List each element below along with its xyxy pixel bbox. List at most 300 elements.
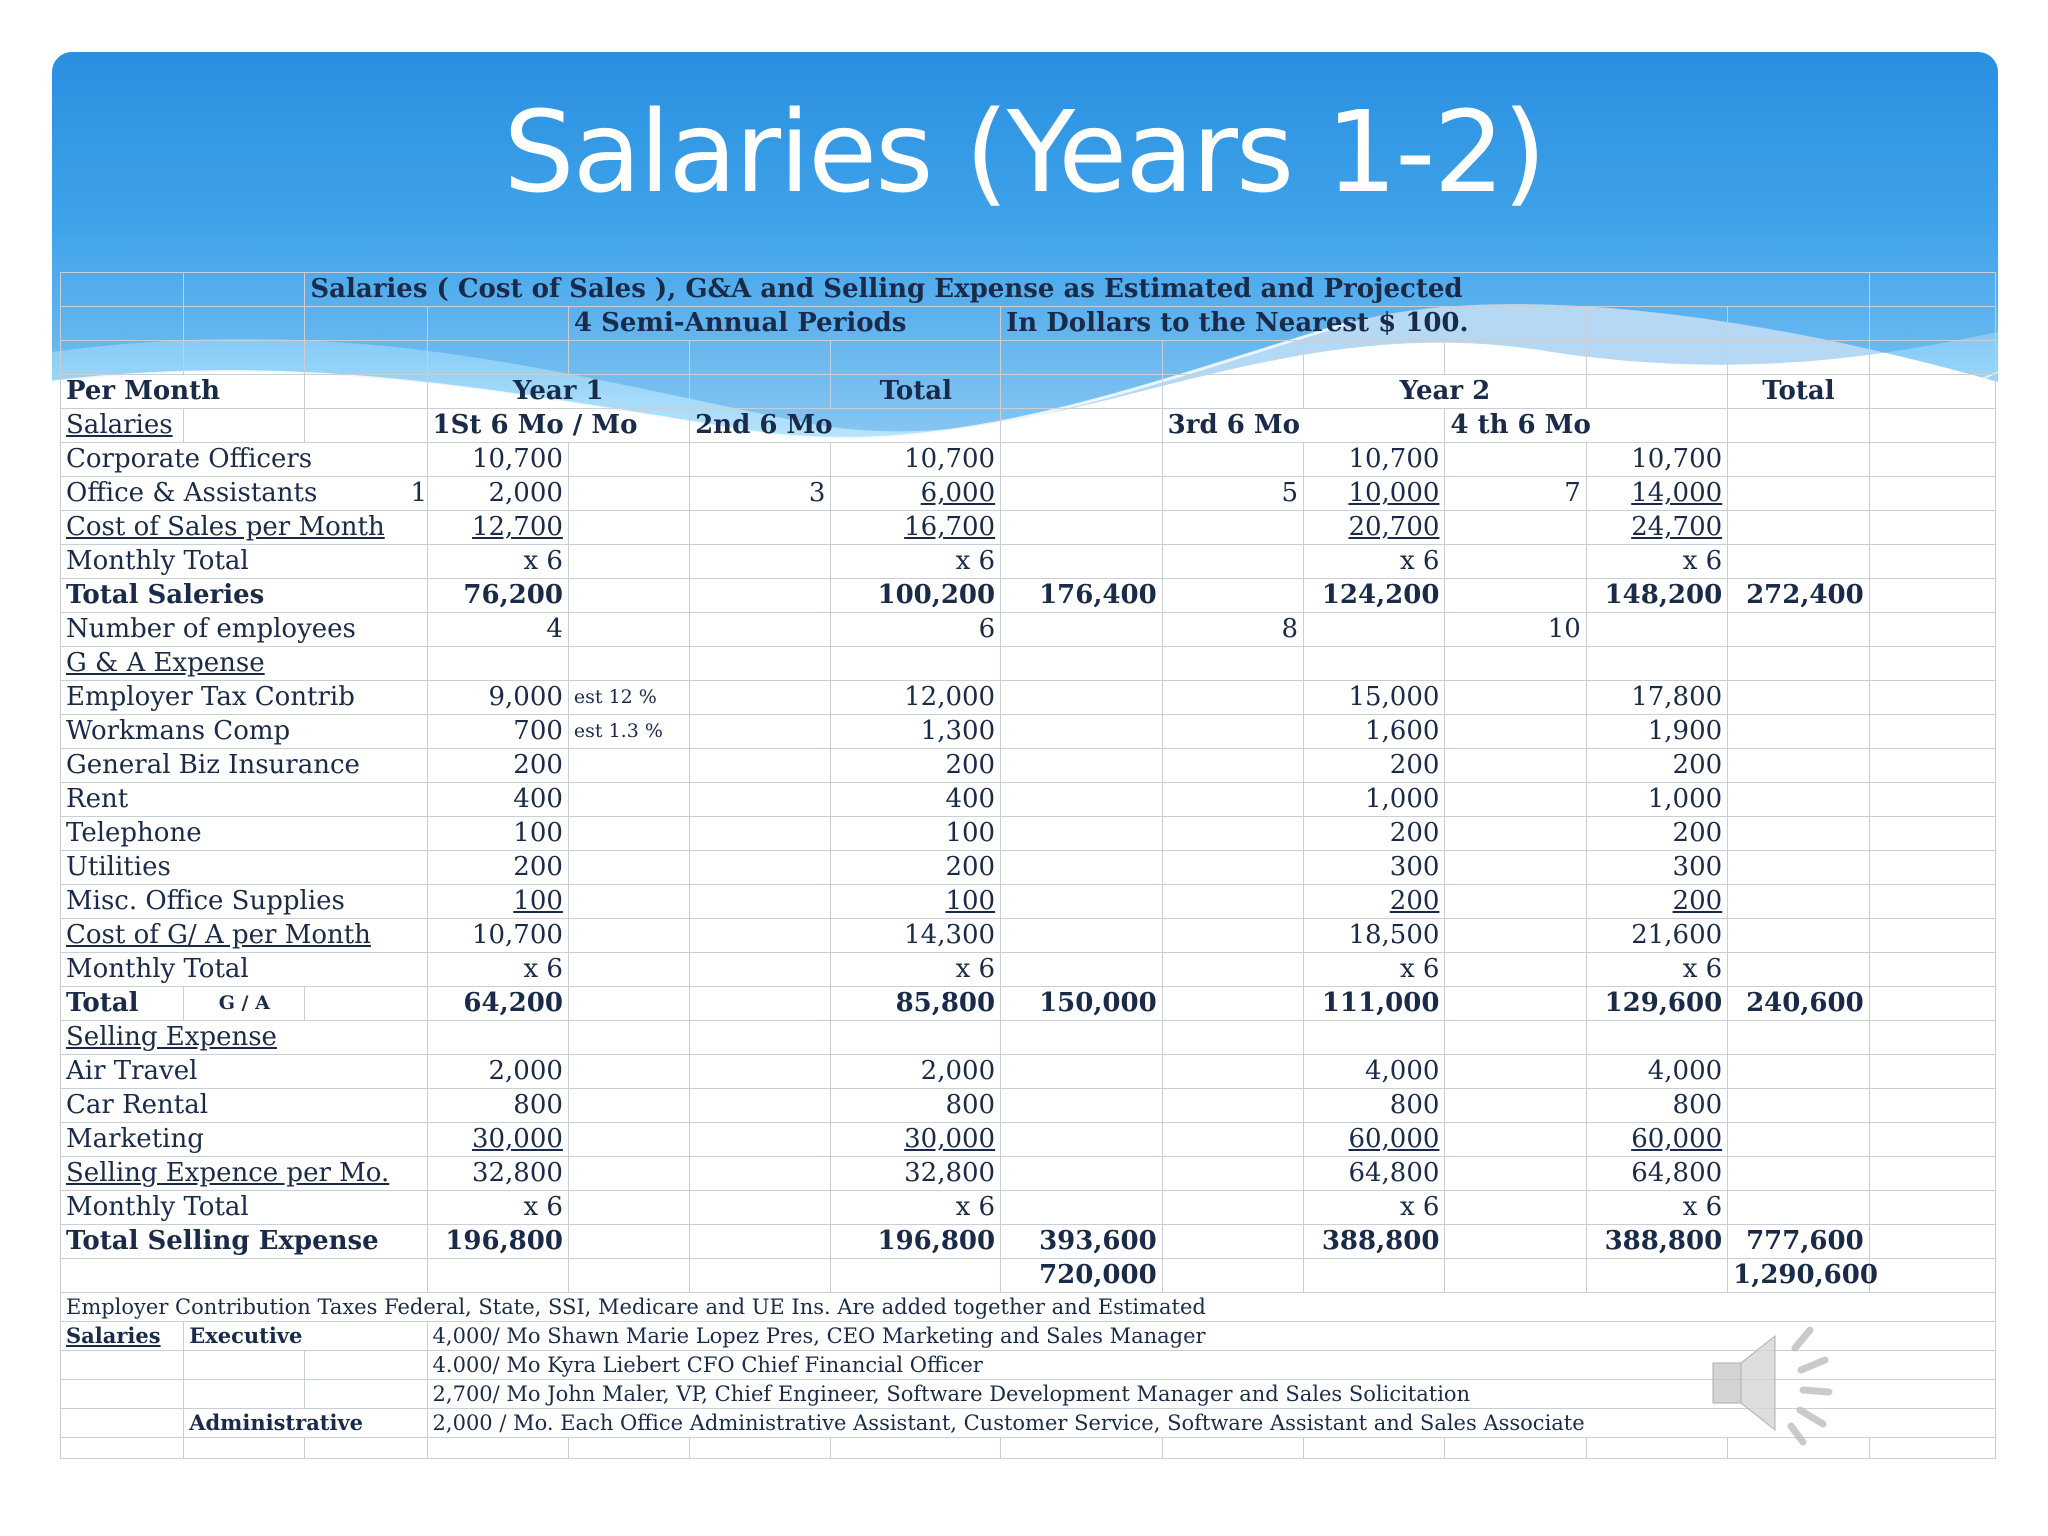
year1-total — [1001, 647, 1163, 681]
value-1st: 196,800 — [427, 1225, 568, 1259]
count-3rd: 5 — [1162, 477, 1303, 511]
value-2nd: 30,000 — [831, 1123, 1001, 1157]
year1-label: Year 1 — [427, 375, 690, 409]
row-note — [568, 919, 689, 953]
value-3rd: x 6 — [1304, 545, 1445, 579]
executive-label: Executive — [184, 1322, 427, 1351]
table-row — [61, 919, 1996, 953]
count-3rd — [1162, 443, 1303, 477]
value-3rd: 111,000 — [1304, 987, 1445, 1021]
employee-count: 1 — [410, 478, 428, 508]
count-2nd — [690, 443, 831, 477]
value-2nd: x 6 — [831, 953, 1001, 987]
row-note — [568, 1055, 689, 1089]
count-2nd — [690, 783, 831, 817]
count-3rd — [1162, 579, 1303, 613]
year2-total — [1728, 851, 1870, 885]
value-3rd — [1304, 1259, 1445, 1293]
table-row — [61, 477, 1996, 511]
count-3rd — [1162, 715, 1303, 749]
count-3rd — [1162, 1191, 1303, 1225]
value-2nd: 196,800 — [831, 1225, 1001, 1259]
row-label: Monthly Total — [61, 953, 428, 987]
col-4th-6mo: 4 th 6 Mo — [1445, 409, 1728, 443]
units-note: In Dollars to the Nearest $ 100. — [1001, 307, 1587, 341]
year2-total — [1728, 953, 1870, 987]
value-1st — [427, 1021, 568, 1055]
value-2nd: 1,300 — [831, 715, 1001, 749]
value-4th: x 6 — [1586, 545, 1727, 579]
sheet-heading: Salaries ( Cost of Sales ), G&A and Selling Expense as Estimated and Projected — [305, 273, 1869, 307]
count-2nd — [690, 1225, 831, 1259]
value-4th: x 6 — [1586, 953, 1727, 987]
row-note — [568, 613, 689, 647]
col-3rd-6mo: 3rd 6 Mo — [1162, 409, 1445, 443]
count-3rd — [1162, 1089, 1303, 1123]
count-4th — [1445, 1191, 1586, 1225]
value-4th: 1,000 — [1586, 783, 1727, 817]
value-4th: 24,700 — [1586, 511, 1727, 545]
value-3rd: 1,600 — [1304, 715, 1445, 749]
table-row — [61, 851, 1996, 885]
count-3rd — [1162, 1225, 1303, 1259]
value-3rd: 1,000 — [1304, 783, 1445, 817]
year2-total — [1728, 1021, 1870, 1055]
table-cell — [1869, 613, 1995, 647]
year1-total: 176,400 — [1001, 579, 1163, 613]
table-cell — [1869, 919, 1995, 953]
year2-total-label: Total — [1728, 375, 1870, 409]
table-cell — [1869, 1089, 1995, 1123]
row-note: est 1.3 % — [568, 715, 689, 749]
count-2nd — [690, 1089, 831, 1123]
value-4th: 60,000 — [1586, 1123, 1727, 1157]
table-row — [61, 613, 1996, 647]
row-note — [568, 1089, 689, 1123]
table-row — [61, 511, 1996, 545]
value-2nd: 32,800 — [831, 1157, 1001, 1191]
count-4th — [1445, 1055, 1586, 1089]
count-4th — [1445, 1021, 1586, 1055]
col-1st-6mo: 1St 6 Mo / Mo — [427, 409, 690, 443]
value-3rd: 200 — [1304, 749, 1445, 783]
value-1st: 100 — [427, 885, 568, 919]
value-2nd: 14,300 — [831, 919, 1001, 953]
value-2nd — [831, 1021, 1001, 1055]
count-2nd — [690, 579, 831, 613]
count-2nd — [690, 1055, 831, 1089]
table-row — [61, 1021, 1996, 1055]
table-cell — [1869, 477, 1995, 511]
value-1st: 4 — [427, 613, 568, 647]
value-1st: 100 — [427, 817, 568, 851]
count-3rd — [1162, 1123, 1303, 1157]
year1-total — [1001, 1157, 1163, 1191]
year1-total — [1001, 885, 1163, 919]
table-cell — [1869, 1191, 1995, 1225]
table-row — [61, 545, 1996, 579]
value-3rd — [1304, 1021, 1445, 1055]
year1-total-label: Total — [831, 375, 1001, 409]
year2-total — [1728, 1123, 1870, 1157]
year2-total — [1728, 1157, 1870, 1191]
row-note — [568, 1021, 689, 1055]
value-1st: 76,200 — [427, 579, 568, 613]
table-row — [61, 1225, 1996, 1259]
table-row — [61, 443, 1996, 477]
value-3rd: x 6 — [1304, 953, 1445, 987]
col-2nd-6mo: 2nd 6 Mo — [690, 409, 1001, 443]
year2-total — [1728, 1055, 1870, 1089]
table-cell — [1869, 783, 1995, 817]
row-label: Total — [61, 987, 184, 1021]
count-4th — [1445, 443, 1586, 477]
value-3rd: 64,800 — [1304, 1157, 1445, 1191]
year2-total — [1728, 715, 1870, 749]
value-4th — [1586, 1021, 1727, 1055]
administrative-label: Administrative — [184, 1409, 427, 1438]
count-2nd — [690, 511, 831, 545]
value-1st: 32,800 — [427, 1157, 568, 1191]
value-2nd: 12,000 — [831, 681, 1001, 715]
count-3rd — [1162, 647, 1303, 681]
count-3rd — [1162, 749, 1303, 783]
count-3rd — [1162, 1021, 1303, 1055]
speaker-icon[interactable] — [1705, 1318, 1845, 1448]
row-label: Workmans Comp — [61, 715, 428, 749]
year2-total: 240,600 — [1728, 987, 1870, 1021]
table-row — [61, 1157, 1996, 1191]
year1-total — [1001, 1191, 1163, 1225]
year1-total: 720,000 — [1001, 1259, 1163, 1293]
value-1st: 700 — [427, 715, 568, 749]
count-3rd — [1162, 885, 1303, 919]
value-3rd — [1304, 613, 1445, 647]
footnote: Employer Contribution Taxes Federal, State, SSI, Medicare and UE Ins. Are added together and Estimated — [61, 1293, 1996, 1322]
value-2nd: x 6 — [831, 1191, 1001, 1225]
value-2nd: 85,800 — [831, 987, 1001, 1021]
count-2nd — [690, 715, 831, 749]
count-3rd — [1162, 681, 1303, 715]
value-3rd: 200 — [1304, 817, 1445, 851]
value-3rd: 15,000 — [1304, 681, 1445, 715]
value-2nd: 100 — [831, 885, 1001, 919]
value-4th: 64,800 — [1586, 1157, 1727, 1191]
row-label: Misc. Office Supplies — [61, 885, 428, 919]
count-4th — [1445, 749, 1586, 783]
slide-title: Salaries (Years 1-2) — [503, 88, 1545, 218]
value-4th: 200 — [1586, 749, 1727, 783]
value-3rd: x 6 — [1304, 1191, 1445, 1225]
row-label: Corporate Officers — [61, 443, 428, 477]
table-row — [61, 817, 1996, 851]
count-3rd — [1162, 987, 1303, 1021]
count-2nd — [690, 647, 831, 681]
count-3rd — [1162, 817, 1303, 851]
value-3rd: 60,000 — [1304, 1123, 1445, 1157]
table-cell — [1869, 647, 1995, 681]
row-note — [568, 851, 689, 885]
year1-total — [1001, 477, 1163, 511]
year1-total: 393,600 — [1001, 1225, 1163, 1259]
value-1st: 64,200 — [427, 987, 568, 1021]
count-3rd — [1162, 1259, 1303, 1293]
value-1st — [410, 477, 568, 511]
data-rows — [61, 443, 1996, 1293]
table-cell — [1869, 511, 1995, 545]
count-4th — [1445, 545, 1586, 579]
value-4th: x 6 — [1586, 1191, 1727, 1225]
year2-total — [1728, 885, 1870, 919]
year1-total — [1001, 715, 1163, 749]
row-note — [568, 545, 689, 579]
year1-total — [1001, 1089, 1163, 1123]
year2-total — [1728, 443, 1870, 477]
row-note — [568, 1191, 689, 1225]
count-2nd — [690, 919, 831, 953]
count-4th — [1445, 1225, 1586, 1259]
value-2nd: 6,000 — [831, 477, 1001, 511]
count-2nd — [690, 1259, 831, 1293]
table-row — [61, 715, 1996, 749]
count-2nd — [690, 1123, 831, 1157]
staff-line-3: 2,700/ Mo John Maler, VP, Chief Engineer, Software Development Manager and Sales Solicitation — [427, 1380, 1995, 1409]
count-2nd — [690, 1157, 831, 1191]
value-1st: 30,000 — [427, 1123, 568, 1157]
year2-total: 1,290,600 — [1728, 1259, 1870, 1293]
row-note — [568, 579, 689, 613]
staff-line-4: 2,000 / Mo. Each Office Administrative Assistant, Customer Service, Software Assistant and Sales Associate — [427, 1409, 1995, 1438]
row-label: Office & Assistants — [61, 477, 428, 511]
row-note — [568, 987, 689, 1021]
value-1st: 400 — [427, 783, 568, 817]
row-note — [568, 1123, 689, 1157]
row-label: Air Travel — [61, 1055, 428, 1089]
year2-total — [1728, 1191, 1870, 1225]
year1-total: 150,000 — [1001, 987, 1163, 1021]
count-4th — [1445, 579, 1586, 613]
table-cell — [1869, 715, 1995, 749]
table-row — [61, 783, 1996, 817]
year1-total — [1001, 953, 1163, 987]
table-row — [61, 1123, 1996, 1157]
table-cell — [1869, 545, 1995, 579]
table-cell — [1869, 1157, 1995, 1191]
value-3rd: 388,800 — [1304, 1225, 1445, 1259]
year1-total — [1001, 681, 1163, 715]
value-4th: 200 — [1586, 817, 1727, 851]
value-4th: 148,200 — [1586, 579, 1727, 613]
row-note — [568, 477, 689, 511]
row-label: Number of employees — [61, 613, 428, 647]
table-row — [61, 953, 1996, 987]
value-2nd: 800 — [831, 1089, 1001, 1123]
count-4th — [1445, 919, 1586, 953]
count-4th — [1445, 1157, 1586, 1191]
year2-total — [1728, 647, 1870, 681]
year1-total — [1001, 511, 1163, 545]
value-4th: 4,000 — [1586, 1055, 1727, 1089]
year2-total — [1728, 1089, 1870, 1123]
value-4th — [1586, 1259, 1727, 1293]
row-label: Utilities — [61, 851, 428, 885]
value-1st: x 6 — [427, 953, 568, 987]
staff-line-1: 4,000/ Mo Shawn Marie Lopez Pres, CEO Marketing and Sales Manager — [427, 1322, 1995, 1351]
table-cell — [1869, 817, 1995, 851]
row-label: Employer Tax Contrib — [61, 681, 428, 715]
year2-total — [1728, 511, 1870, 545]
year1-total — [1001, 613, 1163, 647]
year1-total — [1001, 545, 1163, 579]
count-3rd — [1162, 1157, 1303, 1191]
row-note — [568, 1225, 689, 1259]
year1-total — [1001, 783, 1163, 817]
table-cell — [1869, 885, 1995, 919]
year2-total — [1728, 545, 1870, 579]
value-1st: x 6 — [427, 1191, 568, 1225]
value-4th — [1586, 647, 1727, 681]
count-4th — [1445, 987, 1586, 1021]
value-4th: 388,800 — [1586, 1225, 1727, 1259]
value-4th: 200 — [1586, 885, 1727, 919]
table-cell — [1869, 749, 1995, 783]
row-label: Total Selling Expense — [61, 1225, 428, 1259]
row-note: est 12 % — [568, 681, 689, 715]
count-2nd — [690, 817, 831, 851]
count-4th — [1445, 783, 1586, 817]
value-2nd: 2,000 — [831, 1055, 1001, 1089]
row-label: Monthly Total — [61, 1191, 428, 1225]
value-3rd: 124,200 — [1304, 579, 1445, 613]
value-4th: 129,600 — [1586, 987, 1727, 1021]
value-1st: 9,000 — [427, 681, 568, 715]
row-label: General Biz Insurance — [61, 749, 428, 783]
value-2nd: 100 — [831, 817, 1001, 851]
count-2nd — [690, 987, 831, 1021]
year2-total — [1728, 783, 1870, 817]
row-note — [568, 749, 689, 783]
table-cell — [1869, 1021, 1995, 1055]
count-2nd: 3 — [690, 477, 831, 511]
value-1st: 2,000 — [427, 1055, 568, 1089]
table-cell — [1869, 987, 1995, 1021]
row-label: Cost of Sales per Month — [61, 511, 428, 545]
count-4th: 7 — [1445, 477, 1586, 511]
table-cell — [1869, 579, 1995, 613]
count-3rd: 8 — [1162, 613, 1303, 647]
row-label: Car Rental — [61, 1089, 428, 1123]
value-4th — [1586, 613, 1727, 647]
count-3rd — [1162, 953, 1303, 987]
count-4th — [1445, 681, 1586, 715]
value-2nd: 16,700 — [831, 511, 1001, 545]
count-4th: 10 — [1445, 613, 1586, 647]
table-row — [61, 885, 1996, 919]
table-cell — [305, 987, 427, 1021]
year2-total: 777,600 — [1728, 1225, 1870, 1259]
row-note — [568, 1259, 689, 1293]
year2-total — [1728, 613, 1870, 647]
count-3rd — [1162, 1055, 1303, 1089]
count-3rd — [1162, 511, 1303, 545]
year2-total — [1728, 749, 1870, 783]
year1-total — [1001, 1021, 1163, 1055]
count-2nd — [690, 749, 831, 783]
row-note — [568, 885, 689, 919]
count-4th — [1445, 851, 1586, 885]
salaries-section-label: Salaries — [61, 409, 184, 443]
count-4th — [1445, 1089, 1586, 1123]
table-cell — [1869, 953, 1995, 987]
value-1st: x 6 — [427, 545, 568, 579]
count-4th — [1445, 647, 1586, 681]
value-3rd: 10,000 — [1304, 477, 1445, 511]
table-cell — [1869, 1055, 1995, 1089]
row-note — [568, 783, 689, 817]
row-label: G & A Expense — [61, 647, 428, 681]
table-row — [61, 647, 1996, 681]
row-note — [568, 817, 689, 851]
value-4th: 17,800 — [1586, 681, 1727, 715]
count-4th — [1445, 1259, 1586, 1293]
row-label: Rent — [61, 783, 428, 817]
row-label: Telephone — [61, 817, 428, 851]
count-2nd — [690, 1191, 831, 1225]
count-3rd — [1162, 783, 1303, 817]
count-4th — [1445, 715, 1586, 749]
year2-total — [1728, 477, 1870, 511]
value-3rd: 300 — [1304, 851, 1445, 885]
count-3rd — [1162, 851, 1303, 885]
value-1st: 200 — [427, 851, 568, 885]
count-4th — [1445, 953, 1586, 987]
staff-salaries-label: Salaries — [61, 1322, 184, 1351]
value-2nd: 200 — [831, 749, 1001, 783]
value-3rd: 10,700 — [1304, 443, 1445, 477]
value-4th: 1,900 — [1586, 715, 1727, 749]
year1-total — [1001, 851, 1163, 885]
row-note — [568, 953, 689, 987]
per-month-label: Per Month — [61, 375, 305, 409]
table-cell — [61, 1259, 428, 1293]
count-2nd — [690, 851, 831, 885]
row-label: Total Saleries — [61, 579, 428, 613]
year2-total — [1728, 681, 1870, 715]
table-cell — [1869, 1123, 1995, 1157]
table-cell — [1869, 443, 1995, 477]
table-cell — [1869, 851, 1995, 885]
value-2nd: 10,700 — [831, 443, 1001, 477]
periods-note: 4 Semi-Annual Periods — [568, 307, 1000, 341]
count-3rd — [1162, 545, 1303, 579]
value-1st-amount: 2,000 — [488, 478, 563, 508]
value-2nd: 100,200 — [831, 579, 1001, 613]
year1-total — [1001, 817, 1163, 851]
count-2nd — [690, 953, 831, 987]
value-3rd: 18,500 — [1304, 919, 1445, 953]
table-row — [61, 579, 1996, 613]
value-3rd: 4,000 — [1304, 1055, 1445, 1089]
table-row — [61, 749, 1996, 783]
value-2nd: 6 — [831, 613, 1001, 647]
row-label: Selling Expence per Mo. — [61, 1157, 428, 1191]
value-1st: 800 — [427, 1089, 568, 1123]
count-4th — [1445, 1123, 1586, 1157]
table-cell — [1869, 681, 1995, 715]
count-2nd — [690, 681, 831, 715]
count-2nd — [690, 1021, 831, 1055]
value-3rd: 800 — [1304, 1089, 1445, 1123]
